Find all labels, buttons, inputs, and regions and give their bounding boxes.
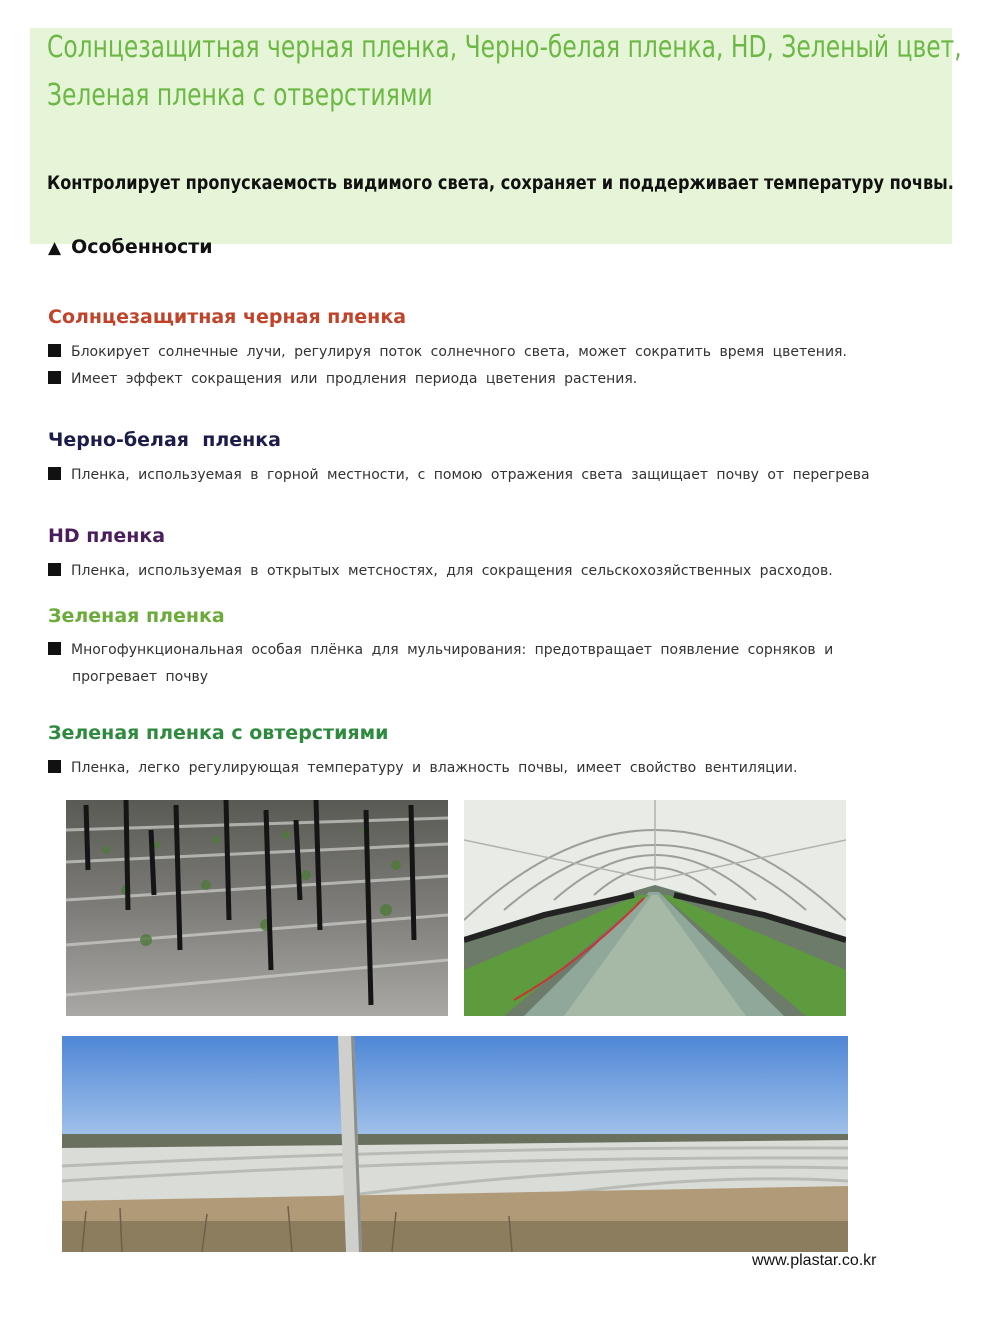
- title-line-1: Солнцезащитная черная пленка, Черно-белая пленка, HD, Зеленый цвет,: [47, 30, 962, 65]
- page-title: [47, 24, 962, 120]
- page-subtitle: Контролирует пропускаемость видимого света, сохраняет и поддерживает температуру почвы.: [47, 172, 954, 194]
- square-bullet-icon: [48, 760, 61, 773]
- list-item: Пленка, легко регулирующая температуру и влажность почвы, имеет свойство вентиляции.: [48, 760, 797, 776]
- square-bullet-icon: [48, 344, 61, 357]
- list-item: Пленка, используемая в горной местности, с помою отражения света защищает почву от перегрева: [48, 467, 870, 483]
- website-url: www.plastar.co.kr: [752, 1252, 877, 1269]
- triangle-up-icon: ▲: [48, 238, 62, 258]
- section-title-sunshade: Солнцезащитная черная пленка: [48, 306, 407, 328]
- field-with-stakes-photo: [66, 800, 448, 1016]
- title-line-2: Зеленая пленка с отверстиями: [47, 78, 433, 113]
- square-bullet-icon: [48, 467, 61, 480]
- square-bullet-icon: [48, 642, 61, 655]
- list-item: Имеет эффект сокращения или продления периода цветения растения.: [48, 371, 637, 387]
- list-item: Многофункциональная особая плёнка для мульчирования: предотвращает появление сорняков и прогревает почву: [48, 637, 874, 691]
- features-heading-label: Особенности: [71, 236, 213, 258]
- section-title-perforated: Зеленая пленка с овтерстиями: [48, 722, 389, 744]
- square-bullet-icon: [48, 563, 61, 576]
- features-heading: [48, 236, 213, 258]
- greenhouse-interior-photo: [464, 800, 846, 1016]
- covered-field-panorama-photo: [62, 1036, 848, 1252]
- square-bullet-icon: [48, 371, 61, 384]
- list-item: Блокирует солнечные лучи, регулируя поток солнечного света, может сократить время цветения.: [48, 344, 847, 360]
- section-title-black-white: Черно-белая пленка: [48, 429, 282, 451]
- section-title-hd: HD пленка: [48, 525, 166, 547]
- section-title-green: Зеленая пленка: [48, 605, 225, 627]
- list-item: Пленка, используемая в открытых метсностях, для сокращения сельскохозяйственных расходов.: [48, 563, 833, 579]
